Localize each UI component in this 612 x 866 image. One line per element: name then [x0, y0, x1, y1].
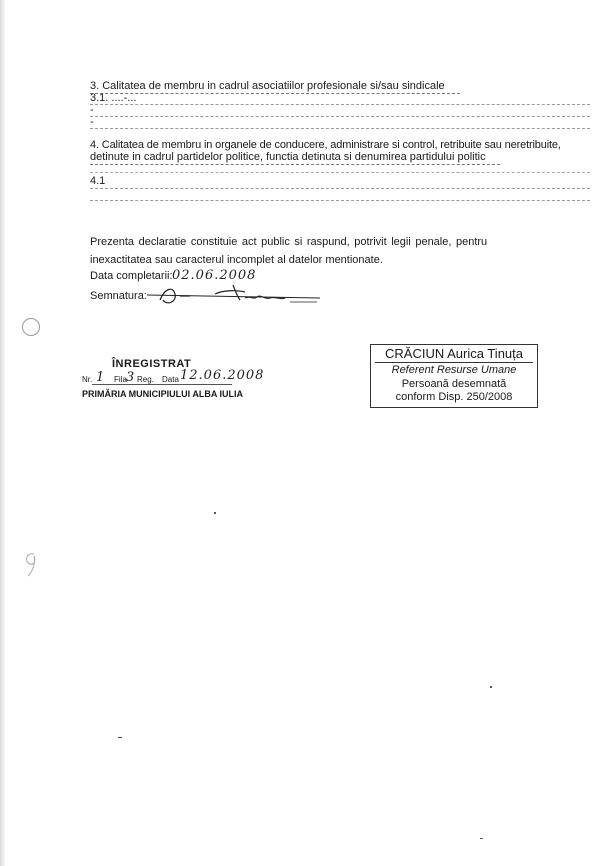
- section3-rule-3: [90, 128, 590, 129]
- scan-speck: [214, 512, 216, 514]
- section3-rule: [90, 93, 460, 94]
- section4-heading-line1: 4. Calitatea de membru in organele de conducere, administrare si control, retribuite sau neretribuite,: [90, 139, 561, 151]
- section4-rule-3: [90, 200, 590, 201]
- hr-stamp-role: Referent Resurse Umane: [391, 364, 517, 376]
- registration-stamp-institution: PRIMĂRIA MUNICIPIULUI ALBA IULIA: [82, 389, 243, 399]
- section3-rule-2: [90, 116, 590, 117]
- page-edge-shadow: [0, 0, 6, 866]
- section3-dash-2: -: [90, 116, 94, 128]
- reg-date-value: 12.06.2008: [180, 368, 265, 383]
- hr-stamp-line4: conform Disp. 250/2008: [395, 391, 513, 403]
- date-completion-label: Data completarii:: [90, 270, 173, 282]
- declaration-line2: inexactitatea sau caracterul incomplet al datelor mentionate.: [90, 254, 383, 266]
- registration-stamp-title: ÎNREGISTRAT: [112, 358, 192, 370]
- section4-rule: [90, 164, 500, 165]
- section4-rule-2: [90, 172, 590, 173]
- scan-speck: [480, 838, 483, 839]
- section4-item-rule: [90, 188, 590, 189]
- section4-heading-line2: detinute in cadrul partidelor politice, functia detinuta si denumirea partidului politic: [90, 151, 486, 163]
- reg-file-value: 3: [126, 370, 135, 385]
- reg-nr-label: Nr.: [82, 375, 93, 384]
- section3-item: 3.1. ....-...: [90, 92, 137, 104]
- date-completion-value: 02.06.2008: [172, 268, 257, 283]
- section3-dash-1: -: [90, 104, 94, 116]
- reg-nr-value: 1: [96, 370, 105, 385]
- declaration-line1: Prezenta declaratie constituie act public si raspund, potrivit legii penale, pentru: [90, 236, 488, 248]
- hole-punch-mark: [22, 318, 40, 336]
- binder-mark: [22, 550, 38, 578]
- reg-underline: [92, 384, 232, 385]
- scan-speck: [490, 686, 492, 688]
- hr-stamp-name-underline: [375, 362, 533, 363]
- scan-speck: [118, 737, 122, 738]
- section4-item: 4.1: [90, 175, 106, 187]
- hr-stamp-name: CRĂCIUN Aurica Tinuța: [385, 346, 523, 361]
- reg-date-label: Data: [162, 375, 179, 384]
- registration-stamp-row: [82, 368, 272, 386]
- reg-file-label: Fila: [114, 375, 127, 384]
- hr-stamp: [370, 344, 538, 408]
- hr-stamp-line3: Persoană desemnată: [401, 378, 507, 390]
- handwritten-signature: [145, 280, 320, 310]
- section3-heading: 3. Calitatea de membru in cadrul asociatiilor profesionale si/sau sindicale: [90, 80, 445, 92]
- signature-label: Semnatura:: [90, 290, 147, 302]
- section3-item-rule: [90, 104, 590, 105]
- reg-reg-label: Reg.: [137, 375, 154, 384]
